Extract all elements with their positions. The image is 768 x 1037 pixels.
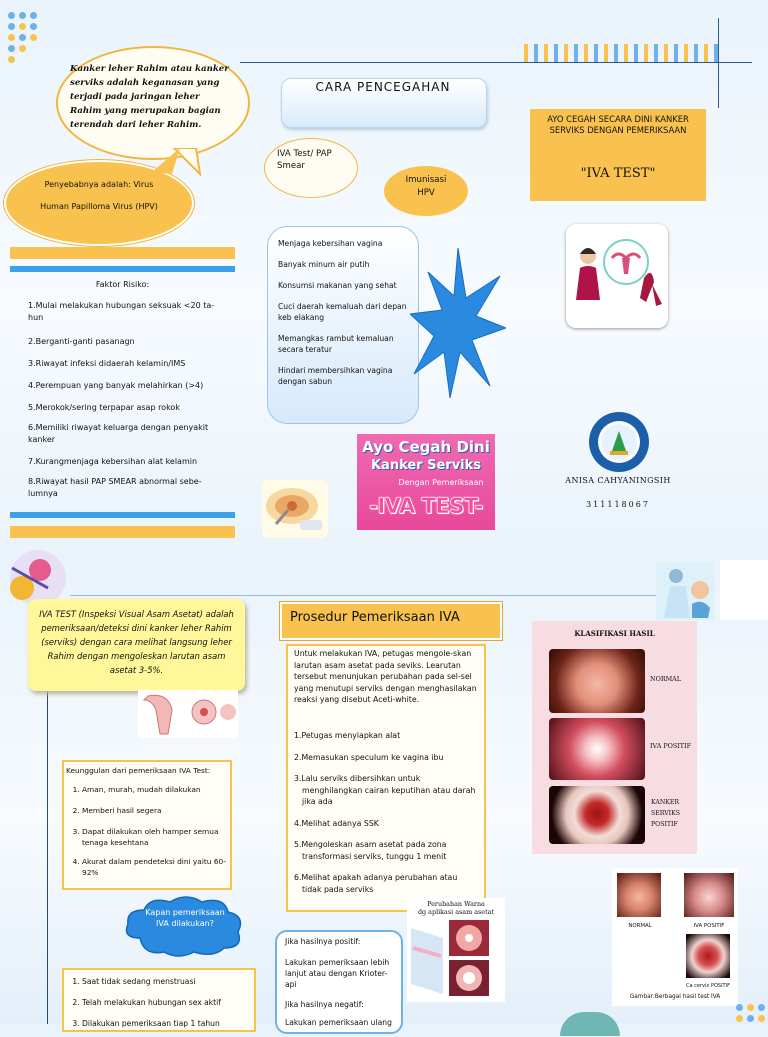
gallery-img-normal bbox=[617, 873, 661, 917]
prevention-item: Cuci daerah kemaluah dari depan keb elakang bbox=[278, 302, 407, 322]
advantages-title: Keunggulan dari pemeriksaan IVA Test: bbox=[66, 766, 211, 775]
procedure-intro: Untuk melakukan IVA, petugas mengole-skan larutan asam asetat pada seviks. Learutan tersebut menunjukan perubahan pada sel-sel yang menutupi serviks dengan menghasilakan reaksi yang disebut Aceti-white. bbox=[294, 649, 477, 704]
uterus-diagram bbox=[138, 690, 238, 738]
cover-iva: "IVA TEST" bbox=[580, 166, 656, 181]
risk-item: 7.Kurangmenjaga kebersihan alat kelamin bbox=[28, 457, 198, 466]
gallery-label-positive: IVA POSITIF bbox=[693, 923, 725, 929]
risk-bar-orange bbox=[10, 247, 235, 259]
procedure-step: 3.Lalu serviks dibersihkan untuk menghilangkan cairan keputihan atau darah jika ada bbox=[294, 774, 476, 806]
when-list bbox=[68, 976, 262, 1037]
risk-item: 6.Memiliki riwayat keluarga dengan penyakit kanker bbox=[28, 423, 209, 444]
advantages-list bbox=[68, 784, 232, 886]
advantage-item: 1. Aman, murah, mudah dilakukan bbox=[82, 784, 232, 795]
results-negative-text: Lakukan pemeriksaan ulang bbox=[285, 1018, 392, 1027]
procedure-steps bbox=[294, 730, 478, 895]
risk-bottom-bar-blue bbox=[10, 512, 235, 518]
university-seal-icon bbox=[588, 411, 650, 473]
gallery-label-ca: Ca cervix POSITIF bbox=[686, 983, 730, 989]
prevention-item: Konsumsi makanan yang sehat bbox=[278, 281, 397, 290]
prevention-list bbox=[278, 238, 412, 395]
classification-label-cancer2: SERVIKS bbox=[651, 810, 680, 817]
cervix-diagram-icon bbox=[138, 690, 238, 738]
star-burst-icon bbox=[410, 248, 506, 398]
procedure-title: Prosedur Pemeriksaan IVA bbox=[290, 610, 460, 625]
results-positive-text: Lakukan pemeriksaan lebih lanjut atau dengan Krioter-api bbox=[285, 958, 390, 989]
color-change-title1: Perubahan Warna bbox=[427, 900, 485, 908]
woman-uterus-ribbon-icon bbox=[566, 224, 668, 328]
poster-line1: Ayo Cegah Dini bbox=[362, 438, 490, 456]
classification-label-cancer3: POSITIF bbox=[651, 821, 678, 828]
cover-nim: 311118067 bbox=[586, 500, 650, 509]
poster-line3: Dengan Pemeriksaan bbox=[398, 478, 484, 487]
gallery-label-normal: NORMAL bbox=[628, 923, 652, 929]
advantage-item: 3. Dapat dilakukan oleh hamper semua tenaga kesehtana bbox=[82, 826, 232, 848]
procedure-step: 4.Melihat adanya SSK bbox=[294, 818, 379, 828]
prevention-item: Memangkas rambut kemaluan secara teratur bbox=[278, 334, 394, 354]
classification-title: KLASIFIKASI HASIL bbox=[574, 629, 655, 638]
color-change-title2: dg aplikasi asam asetat bbox=[417, 908, 495, 916]
poster-line2: Kanker Serviks bbox=[370, 458, 482, 473]
speculum-icon bbox=[262, 480, 328, 538]
classification-label-cancer1: KANKER bbox=[651, 799, 680, 806]
imunisasi-text: Imunisasi HPV bbox=[405, 175, 447, 198]
gallery-img-ca bbox=[686, 934, 730, 978]
left-vertical-rule bbox=[47, 640, 48, 1024]
cover-author: ANISA CAHYANINGSIH bbox=[565, 476, 671, 485]
risk-bottom-bar-orange bbox=[10, 526, 235, 538]
top-rule bbox=[240, 62, 752, 63]
prevention-item: Hindari membersihkan vagina dengan sabun bbox=[278, 366, 393, 386]
results-negative-label: Jika hasilnya negatif: bbox=[285, 1000, 364, 1009]
classification-img-normal bbox=[549, 649, 645, 713]
when-item: 1. Saat tidak sedang menstruasi bbox=[82, 976, 262, 987]
risk-item: 1.Mulai melakukan hubungan seksuak <20 ta-hun bbox=[28, 301, 215, 322]
advantage-item: 2. Memberi hasil segera bbox=[82, 805, 232, 816]
cover-heading: AYO CEGAH SECARA DINI KANKER SERVIKS DENGAN PEMERIKSAAN bbox=[547, 114, 689, 135]
prevention-title: CARA PENCEGAHAN bbox=[315, 80, 451, 94]
doctor-patient-icon bbox=[656, 562, 714, 620]
right-deco-illustration bbox=[656, 562, 714, 620]
procedure-step: 1.Petugas menyiapkan alat bbox=[294, 731, 401, 740]
university-logo bbox=[588, 411, 650, 473]
poster-line4: -IVA TEST- bbox=[369, 494, 483, 518]
cause-line2: Human Papilloma Virus (HPV) bbox=[40, 202, 158, 211]
procedure-step: 5.Mengoleskan asam asetat pada zona transformasi serviks, tunggu 1 menit bbox=[294, 840, 447, 861]
risk-item: 3.Riwayat infeksi didaerah kelamin/IMS bbox=[28, 359, 186, 368]
acetic-acid-change-icon bbox=[407, 918, 505, 1002]
classification-label-positive: IVA POSITIF bbox=[650, 742, 692, 750]
iva-pap-text: IVA Test/ PAP Smear bbox=[277, 149, 332, 171]
middle-rule bbox=[70, 595, 684, 596]
gallery-img-positive bbox=[684, 873, 734, 917]
risk-item: 2.Berganti-ganti pasanagn bbox=[28, 337, 135, 346]
intro-text: Kanker leher Rahim atau kanker serviks adalah keganasan yang terjadi pada jaringan leher Rahim yang merupakan bagian terendah dari leher Rahim. bbox=[70, 64, 229, 130]
risk-item: 4.Perempuan yang banyak melahirkan (>4) bbox=[28, 381, 204, 390]
poster-iva-test bbox=[357, 434, 495, 530]
bottom-teal-shape bbox=[560, 1012, 620, 1036]
classification-label-normal: NORMAL bbox=[650, 675, 682, 683]
risk-bar-blue bbox=[10, 266, 235, 272]
results-positive-label: Jika hasilnya positif: bbox=[285, 937, 361, 946]
procedure-step: 2.Memasukan speculum ke vagina ibu bbox=[294, 752, 444, 762]
cause-line1: Penyebabnya adalah: Virus bbox=[44, 180, 154, 189]
prevention-item: Banyak minum air putih bbox=[278, 260, 370, 269]
risk-item: 8.Riwayat hasil PAP SMEAR abnormal sebe-lumnya bbox=[28, 477, 202, 498]
cause-bubble-tail bbox=[150, 148, 190, 176]
decor-dots-bottom-right bbox=[736, 1004, 768, 1024]
definition-text: IVA TEST (Inspeksi Visual Asam Asetat) adalah pemeriksaan/deteksi dini kanker leher Rahim (serviks) dengan cara melihat langsung leher Rahim dengan mengoleskan larutan asam asetat 3-5%. bbox=[39, 609, 234, 675]
advantage-item: 4. Akurat dalam pendeteksi dini yaitu 60-92% bbox=[82, 856, 232, 878]
classification-img-cancer bbox=[549, 786, 645, 844]
decor-stripes-top-right bbox=[524, 44, 724, 62]
risk-item: 5.Merokok/sering terpapar asap rokok bbox=[28, 403, 180, 412]
color-change-figure bbox=[407, 898, 505, 1002]
when-item: 2. Telah melakukan hubungan sex aktif bbox=[82, 997, 262, 1008]
procedure-step: 6.Melihat apakah adanya perubahan atau tidak pada serviks bbox=[294, 873, 458, 894]
decor-dots-top-left bbox=[8, 12, 48, 72]
right-rule bbox=[718, 18, 719, 108]
medical-tool-image bbox=[262, 480, 328, 538]
when-item: 3. Dilakukan pemeriksaan tiap 1 tahun bbox=[82, 1018, 262, 1029]
gallery-caption: Gambar:Berbagai hasil test IVA bbox=[629, 994, 721, 1000]
classification-img-positive bbox=[549, 718, 645, 780]
cover-illustration bbox=[566, 224, 668, 328]
right-white-card bbox=[720, 560, 768, 620]
risk-list bbox=[28, 300, 228, 500]
risk-title: Faktor Risiko: bbox=[95, 280, 150, 289]
prevention-item: Menjaga kebersihan vagina bbox=[278, 239, 383, 248]
when-cloud-text: Kapan pemeriksaan IVA dilakukan? bbox=[145, 908, 225, 928]
